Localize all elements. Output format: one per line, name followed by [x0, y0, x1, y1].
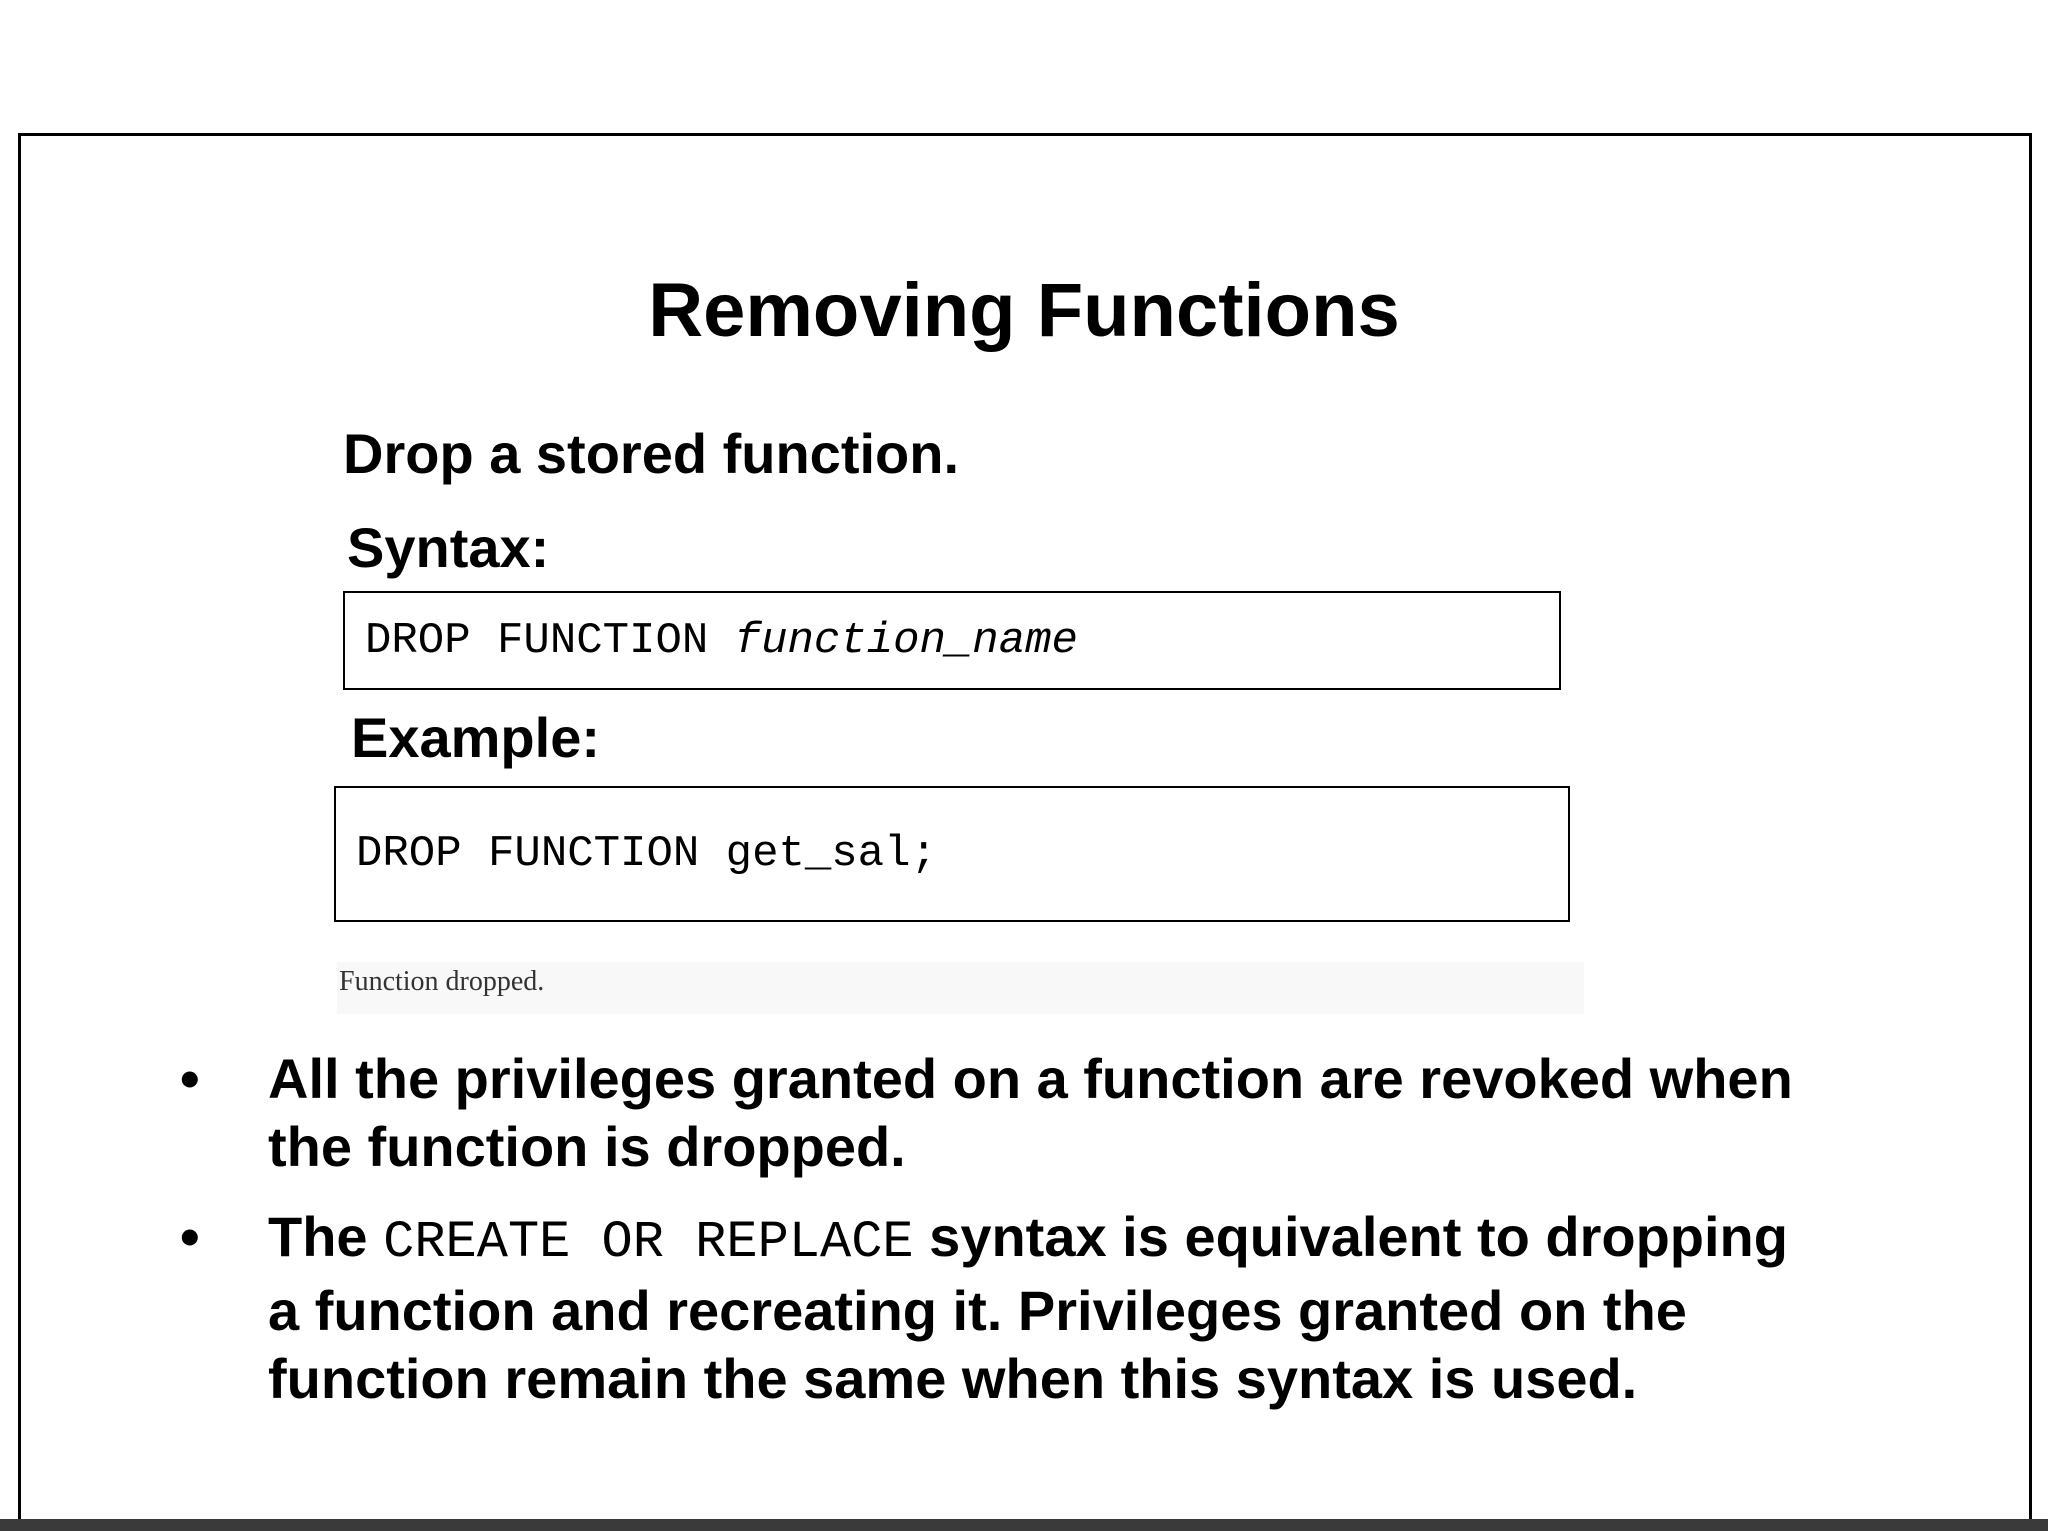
bottom-bar	[0, 1519, 2048, 1531]
example-code: DROP FUNCTION get_sal;	[356, 829, 937, 879]
bullet-item	[180, 1045, 1800, 1181]
bullet-inline-code: CREATE OR REPLACE	[383, 1213, 914, 1272]
bullet-text-after: syntax is equivalent to dropping a function and recreating it. Privileges granted on the function remain the same when this syntax is used.	[268, 1205, 1788, 1410]
bullet-item	[180, 1203, 1800, 1413]
example-output: Function dropped.	[337, 962, 1584, 1014]
syntax-keyword: DROP FUNCTION	[365, 615, 735, 666]
bullet-dot-icon: •	[180, 1205, 200, 1268]
bullet-text-before: The	[268, 1205, 384, 1268]
bullet-text: All the privileges granted on a function are revoked when the function is dropped.	[268, 1047, 1793, 1178]
bullet-dot-icon: •	[180, 1047, 200, 1110]
syntax-label: Syntax:	[347, 516, 550, 579]
syntax-parameter: function_name	[734, 615, 1078, 666]
intro-heading: Drop a stored function.	[343, 422, 959, 485]
example-label: Example:	[351, 706, 600, 769]
slide-title: Removing Functions	[648, 268, 1400, 353]
example-code-box	[334, 786, 1570, 922]
bullet-list	[180, 1045, 1800, 1435]
syntax-code-box	[343, 591, 1561, 690]
